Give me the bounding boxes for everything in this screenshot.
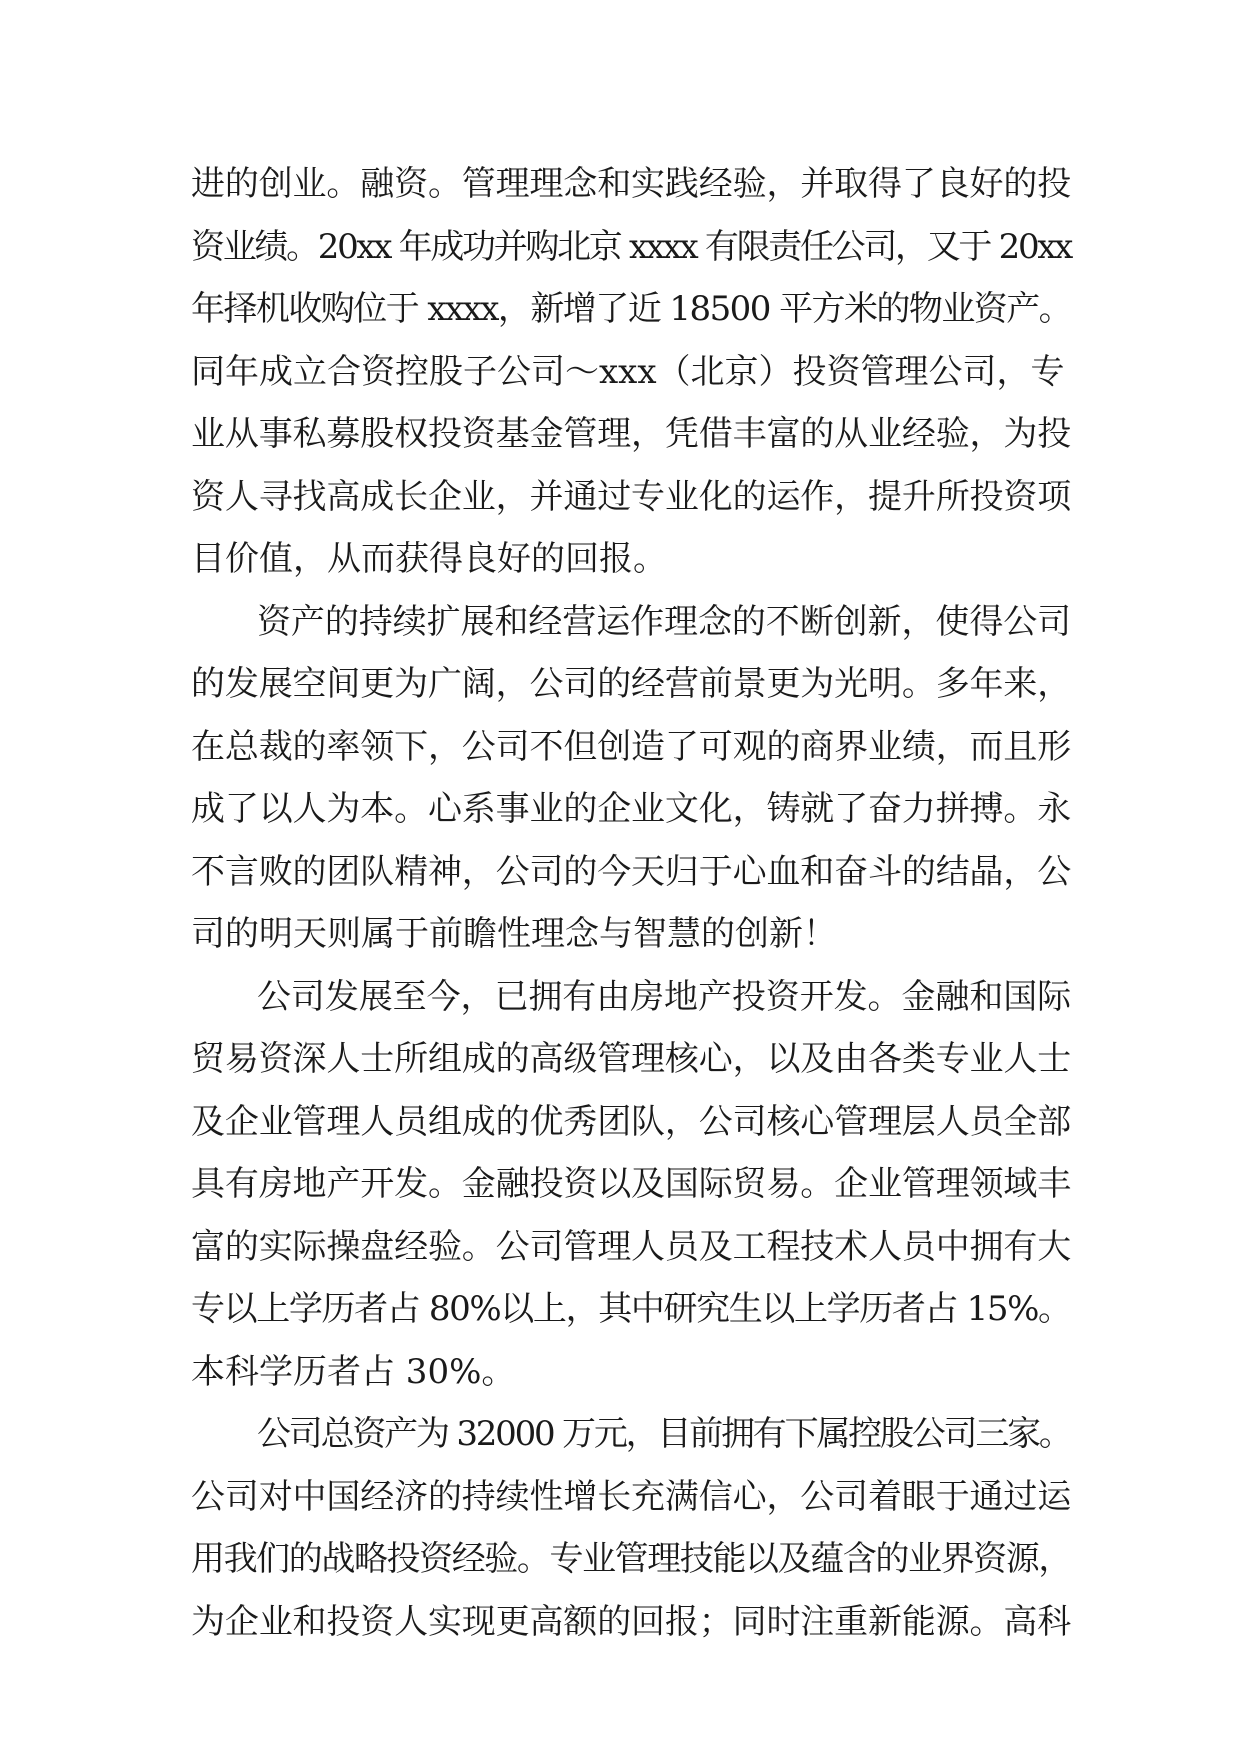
text-line: 的发展空间更为广阔，公司的经营前景更为光明。多年来，: [191, 664, 1072, 704]
text-line: 用我们的战略投资经验。专业管理技能以及蕴含的业界资源，: [191, 1539, 1071, 1579]
text-line: 专以上学历者占 80%以上，其中研究生以上学历者占 15%。: [191, 1289, 1071, 1329]
paragraph-first-line: 公司发展至今，已拥有由房地产投资开发。金融和国际: [257, 976, 1072, 1017]
text-line: 在总裁的率领下，公司不但创造了可观的商界业绩，而且形: [191, 726, 1072, 767]
text-line: 不言败的团队精神，公司的今天归于心血和奋斗的结晶，公: [191, 851, 1072, 892]
text-line: 年择机收购位于 xxxx，新增了近 18500 平方米的物业资产。: [191, 289, 1072, 329]
text-line: 进的创业。融资。管理理念和实践经验，并取得了良好的投: [191, 164, 1072, 204]
text-line: 本科学历者占 30%。: [191, 1351, 516, 1392]
paragraph-first-line: 公司总资产为 32000 万元，目前拥有下属控股公司三家。: [257, 1414, 1071, 1454]
text-line: 为企业和投资人实现更高额的回报；同时注重新能源。高科: [191, 1601, 1072, 1642]
text-line: 贸易资深人士所组成的高级管理核心，以及由各类专业人士: [191, 1039, 1072, 1079]
text-line: 资业绩。20xx 年成功并购北京 xxxx 有限责任公司，又于 20xx: [191, 226, 1071, 267]
text-line: 同年成立合资控股子公司～xxx（北京）投资管理公司，专: [191, 351, 1065, 392]
text-line: 司的明天则属于前瞻性理念与智慧的创新！: [191, 914, 837, 954]
body-text: [191, 153, 1071, 1653]
paragraph-first-line: 资产的持续扩展和经营运作理念的不断创新，使得公司: [257, 601, 1072, 642]
text-line: 成了以人为本。心系事业的企业文化，铸就了奋力拼搏。永: [191, 789, 1072, 829]
text-line: 具有房地产开发。金融投资以及国际贸易。企业管理领域丰: [191, 1164, 1072, 1204]
text-line: 目价值，从而获得良好的回报。: [191, 539, 667, 579]
text-line: 及企业管理人员组成的优秀团队，公司核心管理层人员全部: [191, 1101, 1072, 1142]
text-line: 业从事私募股权投资基金管理，凭借丰富的从业经验，为投: [191, 414, 1072, 454]
text-line: 公司对中国经济的持续性增长充满信心，公司着眼于通过运: [191, 1476, 1072, 1517]
text-line: 富的实际操盘经验。公司管理人员及工程技术人员中拥有大: [191, 1226, 1072, 1267]
text-line: 资人寻找高成长企业，并通过专业化的运作，提升所投资项: [191, 476, 1072, 517]
